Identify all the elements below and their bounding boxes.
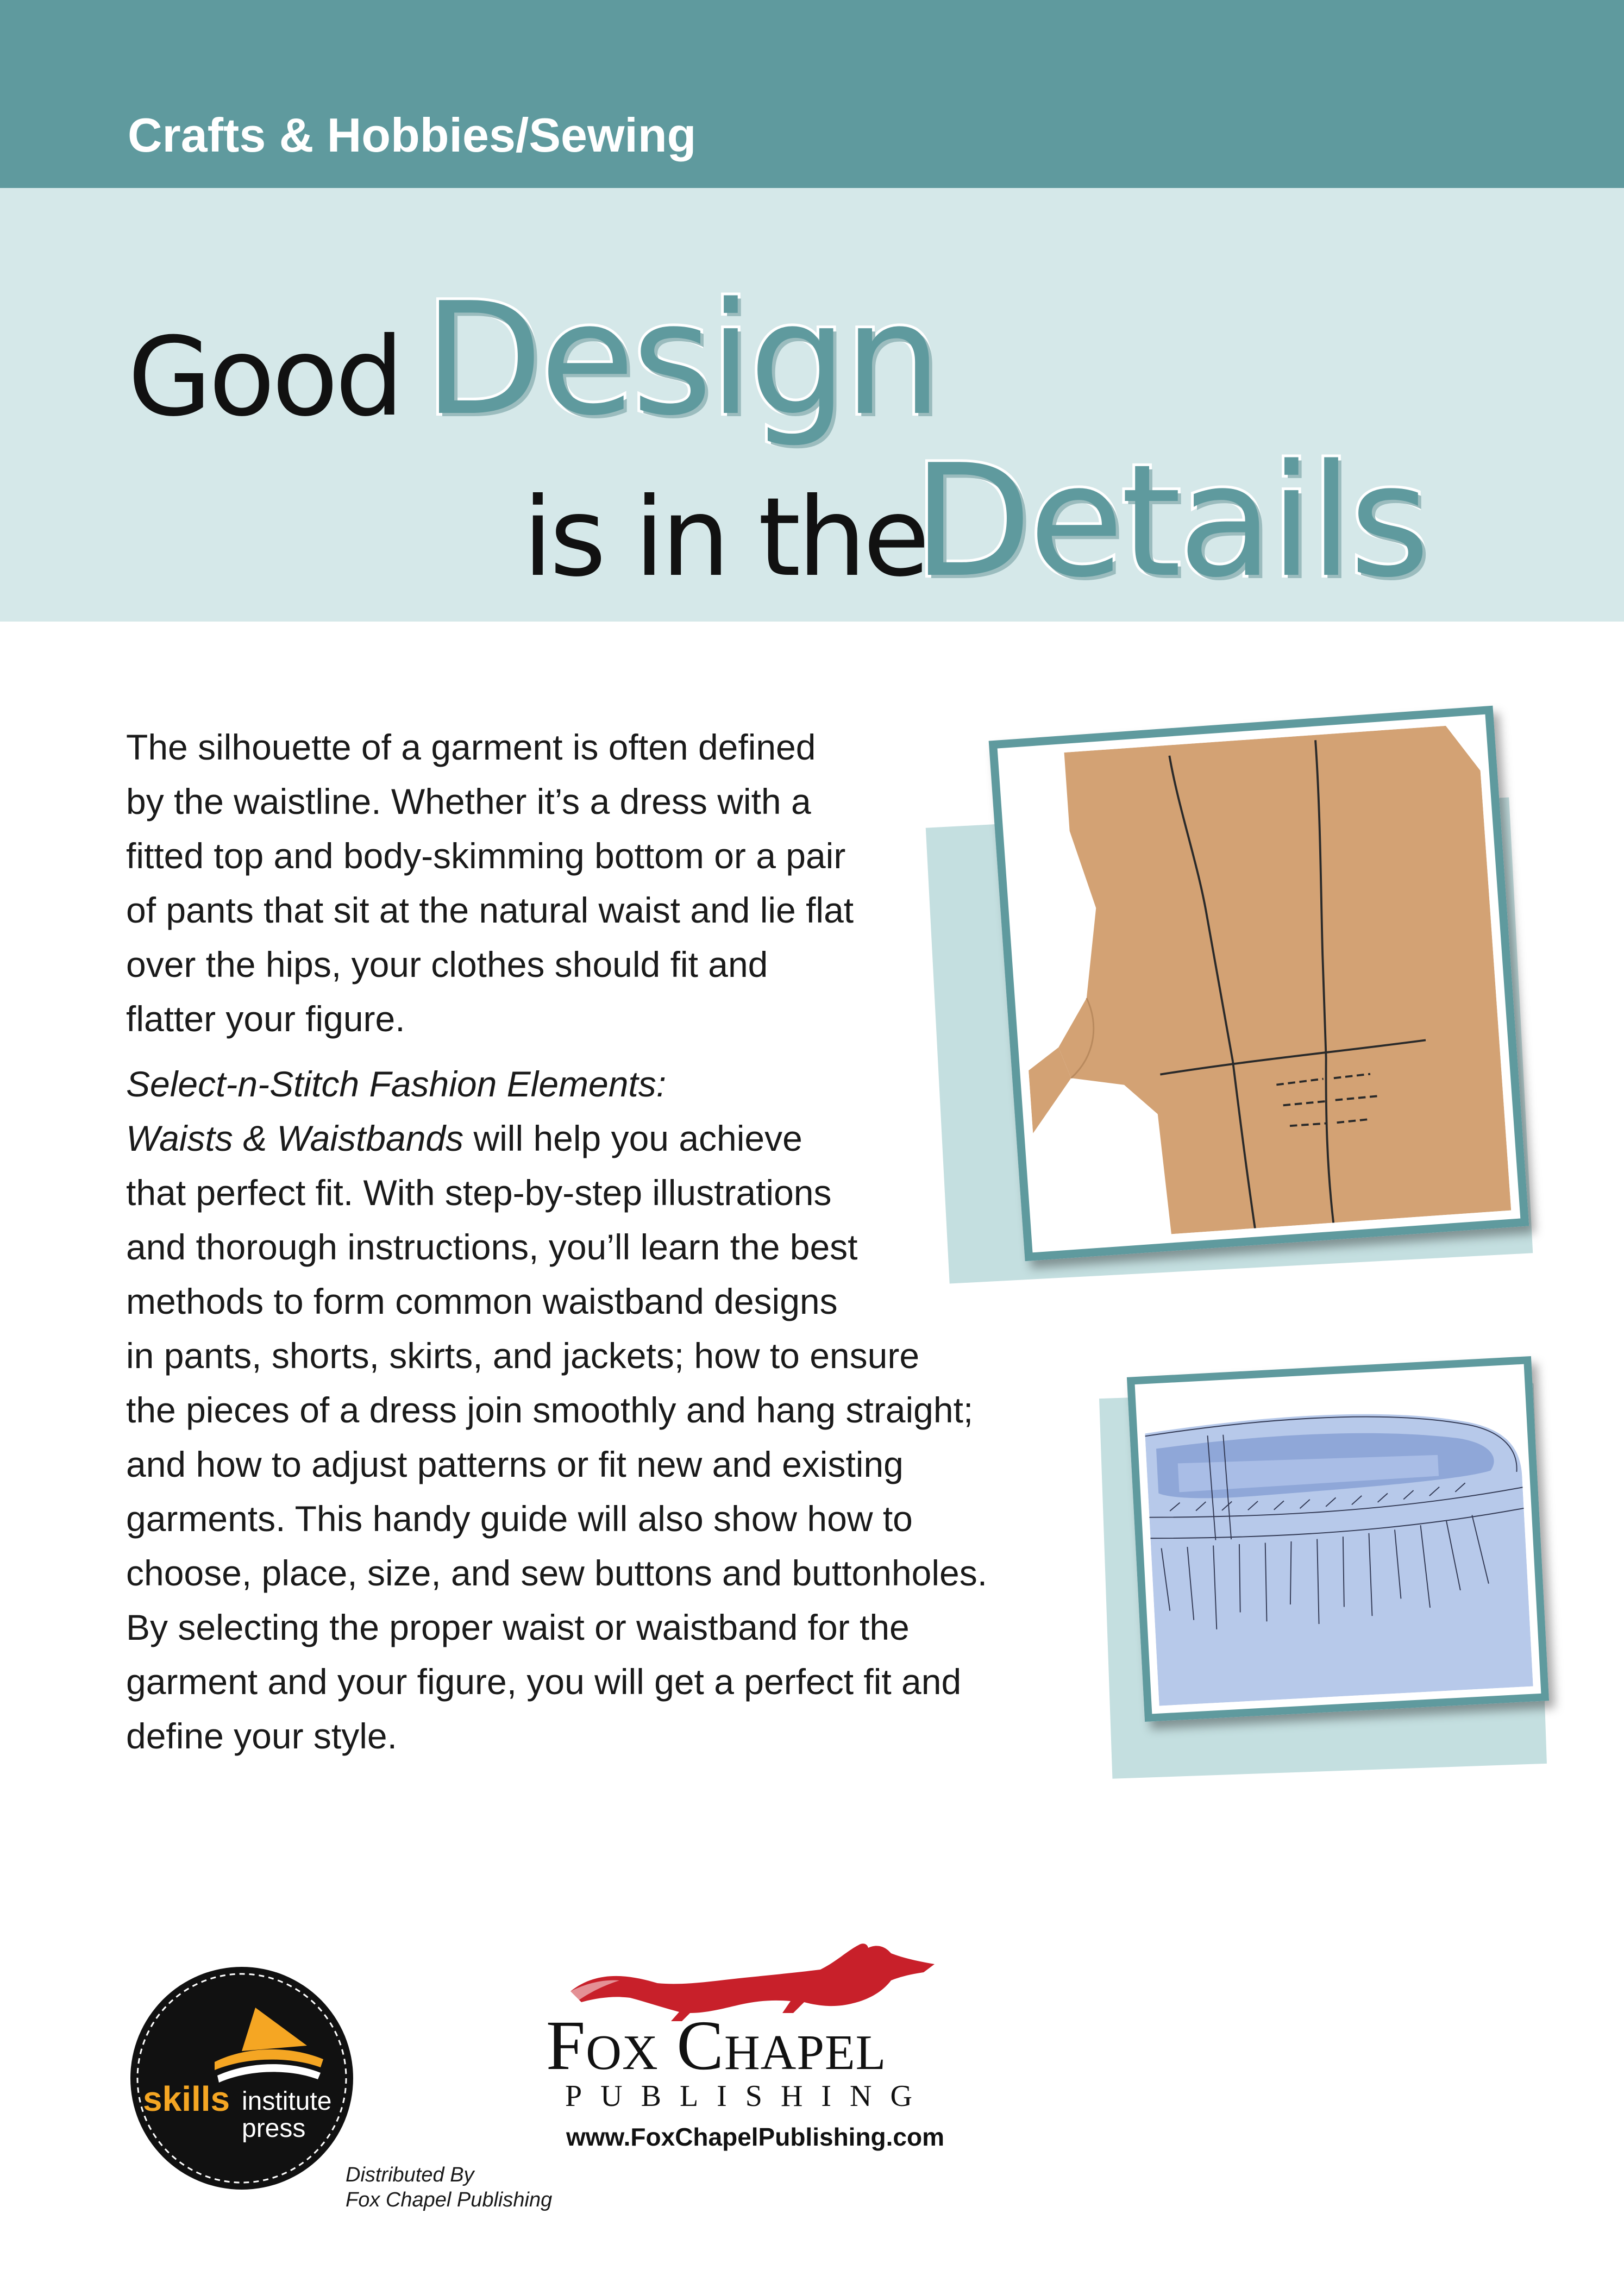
text-line: and thorough instructions, you’ll learn the best [126, 1227, 858, 1267]
text-line: and how to adjust patterns or fit new and existing [126, 1444, 904, 1484]
text-line: choose, place, size, and sew buttons and buttonholes. [126, 1553, 988, 1593]
skills-word: skills [143, 2079, 230, 2118]
elastic-waistband-illustration-icon [1143, 1372, 1533, 1706]
text-line: the pieces of a dress join smoothly and hang straight; [126, 1390, 974, 1430]
headline-word-good: Good [128, 314, 401, 441]
distributed-by-note [346, 2162, 552, 2212]
text-line: in pants, shorts, skirts, and jackets; how to ensure [126, 1335, 920, 1376]
dress-waist-illustration-icon [1007, 724, 1512, 1243]
text-line: over the hips, your clothes should fit and [126, 944, 768, 985]
text-line: The silhouette of a garment is often defined [126, 727, 816, 767]
publisher-url: www.FoxChapelPublishing.com [566, 2123, 945, 2151]
text-line: garment and your figure, you will get a perfect fit and [126, 1661, 962, 1702]
headline-words-is-in-the: is in the [523, 474, 927, 601]
text-line: of pants that sit at the natural waist and lie flat [126, 890, 854, 930]
book-title-line-1: Select-n-Stitch Fashion Elements: [126, 1064, 667, 1104]
text-line: By selecting the proper waist or waistband for the [126, 1607, 910, 1647]
category-label: Crafts & Hobbies/Sewing [128, 108, 697, 162]
elastic-waistband-image [1127, 1356, 1549, 1722]
text-line [126, 1111, 1082, 1165]
publisher-name: Fox Chapel [546, 2007, 887, 2085]
institute-word: institute [242, 2087, 332, 2116]
dress-waist-image [989, 706, 1529, 1262]
headline-word-details: Details [913, 431, 1427, 612]
skills-logo-icon [128, 1964, 356, 2192]
distributed-by-line-1: Distributed By [346, 2164, 474, 2186]
publisher-subtitle: PUBLISHING [565, 2079, 931, 2113]
distributed-by-line-2: Fox Chapel Publishing [346, 2189, 553, 2211]
headline-word-design: Design [424, 269, 939, 450]
text-line: fitted top and body-skimming bottom or a pair [126, 836, 846, 876]
text-line: by the waistline. Whether it’s a dress with a [126, 781, 811, 822]
text-line: that perfect fit. With step-by-step illustrations [126, 1173, 832, 1213]
text-fragment: will help you achieve [463, 1118, 802, 1158]
text-line: define your style. [126, 1716, 397, 1756]
text-line: methods to form common waistband designs [126, 1281, 838, 1321]
press-word: press [242, 2114, 306, 2143]
text-line: garments. This handy guide will also show how to [126, 1498, 913, 1539]
book-title-line-2: Waists & Waistbands [126, 1118, 464, 1158]
text-line: flatter your figure. [126, 999, 405, 1039]
skills-institute-press-logo [128, 1964, 356, 2192]
paragraph-2 [126, 1057, 1082, 1763]
